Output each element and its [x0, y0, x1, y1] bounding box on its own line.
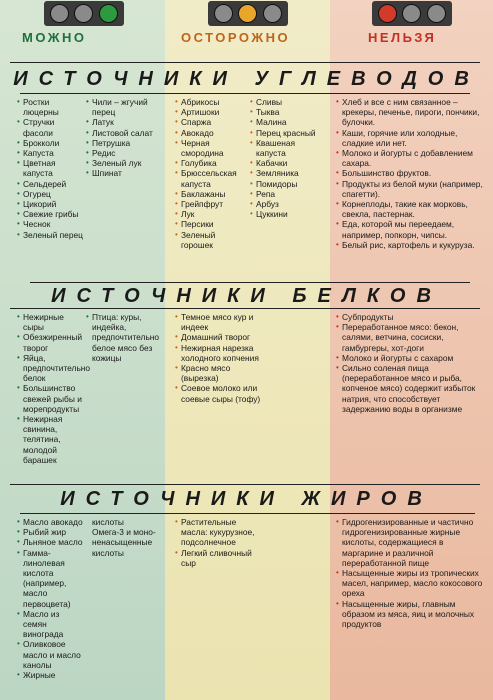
list-item: • Большинство свежей рыбы и морепродукты: [17, 383, 85, 414]
list-item: • Гидрогенизированные и частично гидрогенизированные жирные кислоты, содержащиеся в маргарине и различной переработанной пище: [336, 517, 486, 568]
list-item: • Листовой салат: [86, 128, 154, 138]
list-item: • Соевое молоко или соевые сыры (тофу): [175, 383, 265, 403]
list-item: • Огурец: [17, 189, 85, 199]
list-item: • Цикорий: [17, 199, 85, 209]
list-item: • Тыква: [250, 107, 325, 117]
list-item: • Свежие грибы: [17, 209, 85, 219]
yellow-lamp-icon: [238, 4, 257, 23]
list-item: • Черная смородина: [175, 138, 245, 158]
protein-red-list: [336, 312, 486, 414]
list-item: • Артишоки: [175, 107, 245, 117]
list-item: • Молоко и йогурты с добавлением сахара.: [336, 148, 486, 168]
list-item: • Лук: [175, 209, 245, 219]
list-item: • Хлеб и все с ним связанное – крекеры, печенье, пироги, пончики, булочки.: [336, 97, 486, 128]
list-item: • Большинство фруктов.: [336, 168, 486, 178]
divider: [10, 308, 480, 309]
lamp-off-icon: [50, 4, 69, 23]
list-item: • Оливковое масло и масло канолы: [17, 639, 85, 670]
list-item: • Абрикосы: [175, 97, 245, 107]
list-item: • Масло авокадо: [17, 517, 85, 527]
list-item: • Стручки фасоли: [17, 117, 85, 137]
section-title-carbs: ИСТОЧНИКИ УГЛЕВОДОВ: [13, 68, 480, 90]
list-item: • Масло из семян винограда: [17, 609, 85, 640]
divider: [10, 62, 480, 63]
list-item: • Жирные: [17, 670, 85, 680]
lamp-off-icon: [427, 4, 446, 23]
list-item: • Льняное масло: [17, 537, 85, 547]
list-item: • Чеснок: [17, 219, 85, 229]
list-item: • Зеленый лук: [86, 158, 154, 168]
section-title-fats: ИСТОЧНИКИ ЖИРОВ: [60, 488, 433, 510]
divider: [20, 513, 475, 514]
list-item: • Помидоры: [250, 179, 325, 189]
lamp-off-icon: [402, 4, 421, 23]
protein-green-list: [17, 312, 91, 465]
list-item: • Репа: [250, 189, 325, 199]
list-item: • Домашний творог: [175, 332, 265, 342]
fats-green-list: [17, 517, 85, 680]
divider: [30, 282, 470, 283]
list-item: • Зеленый перец: [17, 230, 85, 240]
list-item: • Земляника: [250, 168, 325, 178]
list-item: • Кабачки: [250, 158, 325, 168]
list-item: • Темное мясо кур и индеек: [175, 312, 265, 332]
list-item: • Продукты из белой муки (например, спагетти).: [336, 179, 486, 199]
divider: [10, 484, 480, 485]
list-item: • Субпродукты: [336, 312, 486, 322]
list-item: • Авокадо: [175, 128, 245, 138]
list-item: • Арбуз: [250, 199, 325, 209]
list-item: • Цуккини: [250, 209, 325, 219]
carbs-green-list-2: [86, 97, 154, 179]
list-item: • Квашеная капуста: [250, 138, 325, 158]
list-item: • Гамма-линолевая кислота (например, масло первоцвета): [17, 548, 85, 609]
traffic-light-red: [372, 1, 452, 26]
list-item: • Каши, горячие или холодные, сладкие или нет.: [336, 128, 486, 148]
list-item: • Брюссельская капуста: [175, 168, 245, 188]
column-title-red: НЕЛЬЗЯ: [368, 30, 437, 45]
column-title-yellow: ОСТОРОЖНО: [181, 30, 291, 45]
list-item: • Насыщенные жиры из тропических масел, например, масло кокосового ореха: [336, 568, 486, 599]
fats-green-list-2: [92, 517, 157, 558]
list-item: • Сливы: [250, 97, 325, 107]
list-item: • Баклажаны: [175, 189, 245, 199]
lamp-off-icon: [214, 4, 233, 23]
list-item: • Корнеплоды, такие как морковь, свекла, пастернак.: [336, 199, 486, 219]
protein-green-list-2: [86, 312, 160, 363]
list-item: • Сельдерей: [17, 179, 85, 189]
list-item: • Цветная капуста: [17, 158, 85, 178]
list-item: • Рыбий жир: [17, 527, 85, 537]
list-item: • Грейпфрут: [175, 199, 245, 209]
list-item: • Латук: [86, 117, 154, 127]
red-lamp-icon: [378, 4, 397, 23]
list-item: • Молоко и йогурты с сахаром: [336, 353, 486, 363]
list-item: • Растительные масла: кукурузное, подсолнечное: [175, 517, 265, 548]
green-lamp-icon: [99, 4, 118, 23]
list-item: • Переработанное мясо: бекон, салями, ветчина, сосиски, гамбургеры, хот-доги: [336, 322, 486, 353]
list-item: • Перец красный: [250, 128, 325, 138]
column-title-green: МОЖНО: [22, 30, 87, 45]
list-item: • Персики: [175, 219, 245, 229]
list-item: • Брокколи: [17, 138, 85, 148]
section-title-protein: ИСТОЧНИКИ БЕЛКОВ: [51, 285, 442, 307]
list-item: • Петрушка: [86, 138, 154, 148]
lamp-off-icon: [74, 4, 93, 23]
list-item: • Белый рис, картофель и кукуруза.: [336, 240, 486, 250]
list-item: • Обезжиренный творог: [17, 332, 85, 352]
protein-yellow-list: [175, 312, 265, 404]
list-item: • Еда, которой мы переедаем, например, попкорн, чипсы.: [336, 219, 486, 239]
list-item: • Яйца, предпочтительно белок: [17, 353, 85, 384]
list-item: • Капуста: [17, 148, 85, 158]
list-item: • Красно мясо (вырезка): [175, 363, 265, 383]
traffic-light-yellow: [208, 1, 288, 26]
list-item: • Нежирные сыры: [17, 312, 85, 332]
list-item: • Нежирная свинина, телятина, молодой барашек: [17, 414, 85, 465]
list-item: • Насыщенные жиры, главным образом из мяса, яиц и молочных продуктов: [336, 599, 486, 630]
list-item: • Легкий сливочный сыр: [175, 548, 265, 568]
list-item: • Спаржа: [175, 117, 245, 127]
list-item: кислоты Омега-3 и моно-ненасыщенные кислоты: [92, 517, 156, 558]
list-item: • Нежирная нарезка холодного копчения: [175, 343, 265, 363]
carbs-green-list: [17, 97, 85, 240]
carbs-red-list: [336, 97, 486, 250]
list-item: • Чили – жгучий перец: [86, 97, 154, 117]
lamp-off-icon: [263, 4, 282, 23]
fats-yellow-list: [175, 517, 265, 568]
list-item: • Ростки люцерны: [17, 97, 85, 117]
list-item: • Голубика: [175, 158, 245, 168]
traffic-light-green: [44, 1, 124, 26]
list-item: • Птица: куры, индейка, предпочтительно белое мясо без кожицы: [86, 312, 154, 363]
fats-red-list: [336, 517, 486, 629]
list-item: • Зеленый горошек: [175, 230, 245, 250]
list-item: • Редис: [86, 148, 154, 158]
divider: [20, 93, 470, 94]
list-item: • Сильно соленая пища (переработанное мясо и рыба, копченое мясо) содержит избыток натрия, что способствует задержанию воды в организме: [336, 363, 486, 414]
list-item: • Малина: [250, 117, 325, 127]
list-item: • Шпинат: [86, 168, 154, 178]
carbs-yellow-list: [175, 97, 245, 250]
carbs-yellow-list-2: [250, 97, 325, 219]
